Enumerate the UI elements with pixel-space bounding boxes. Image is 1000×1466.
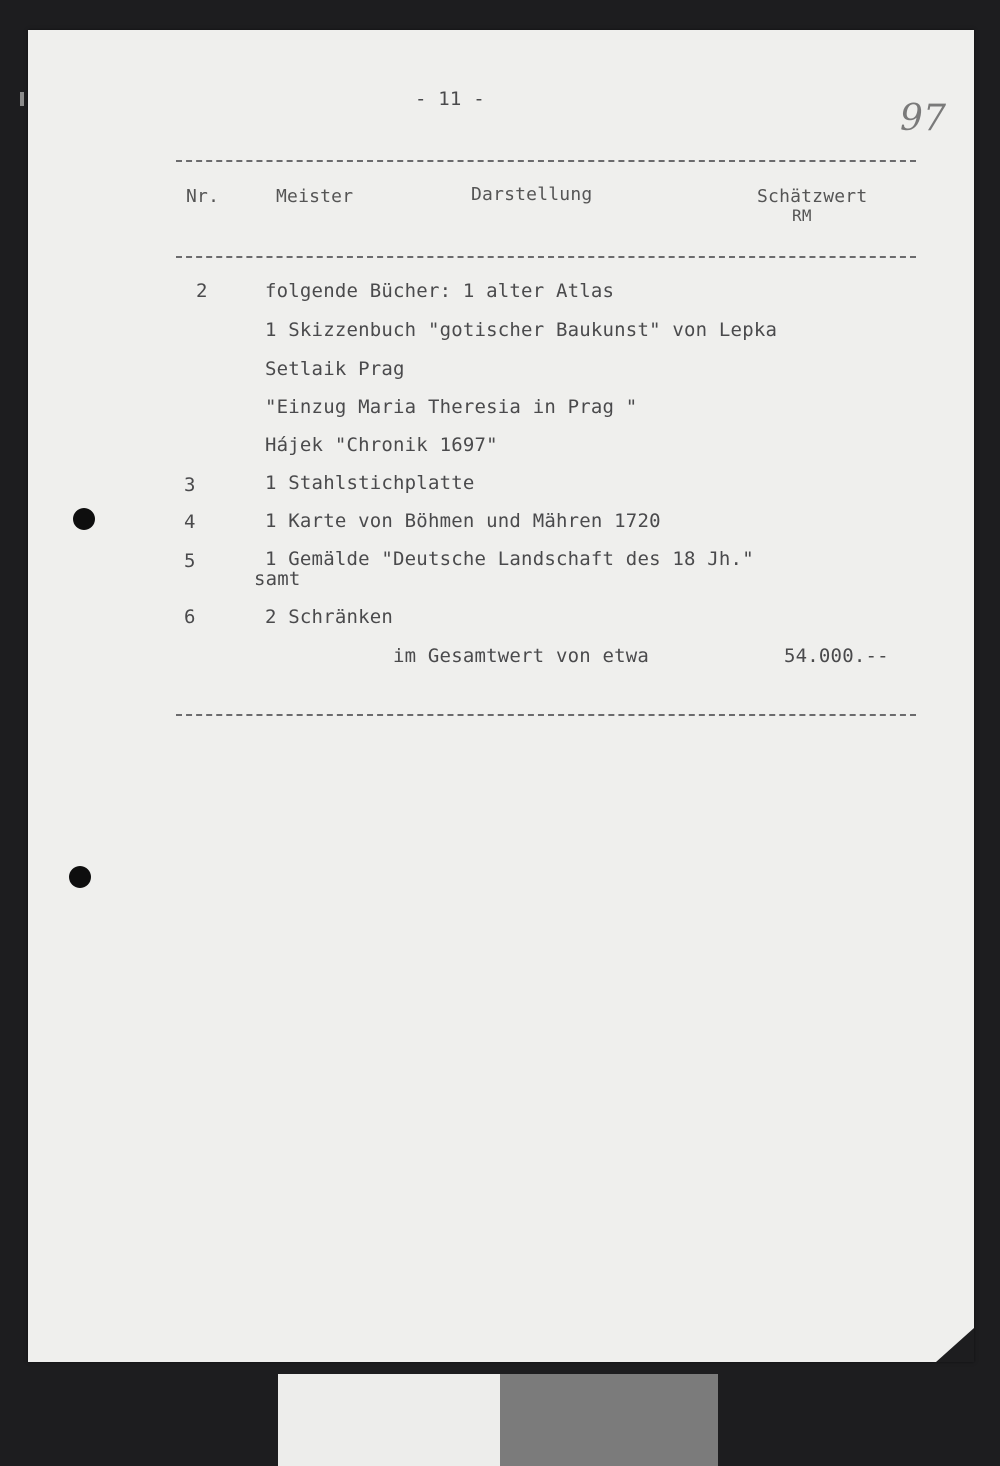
entry-line: 1 Gemälde "Deutsche Landschaft des 18 Jh." [265,548,754,570]
entry-line: 1 Karte von Böhmen und Mähren 1720 [265,510,661,532]
punch-hole [73,508,95,530]
entry-line: Setlaik Prag [265,358,405,380]
entry-line: samt [254,568,301,590]
entry-line: 2 Schränken [265,606,394,628]
entry-number: 3 [184,474,196,496]
entry-line: 1 Stahlstichplatte [265,472,475,494]
page-number: - 11 - [415,88,485,110]
entry-number: 6 [184,606,196,628]
header-bottom-rule [176,256,916,258]
punch-hole [69,866,91,888]
column-header-darstellung: Darstellung [471,184,593,205]
document-page [28,30,974,1362]
gray-patch [500,1374,718,1466]
entry-line: Hájek "Chronik 1697" [265,434,498,456]
total-label: im Gesamtwert von etwa [393,645,650,667]
column-header-currency: RM [792,206,812,225]
footer-rule [176,714,916,716]
entry-number: 4 [184,511,196,533]
column-header-meister: Meister [276,186,354,207]
folded-corner [936,1328,974,1362]
entry-line: folgende Bücher: 1 alter Atlas [265,280,615,302]
edge-mark [20,92,24,106]
entry-number: 5 [184,550,196,572]
entry-line: 1 Skizzenbuch "gotischer Baukunst" von Lepka [265,319,778,341]
white-patch [278,1374,500,1466]
color-target-strip [278,1374,718,1466]
entry-number: 2 [196,280,208,302]
total-value: 54.000.-- [784,645,889,667]
column-header-schaetzwert: Schätzwert [757,186,868,207]
entry-line: "Einzug Maria Theresia in Prag " [265,396,638,418]
header-top-rule [176,160,916,162]
handwritten-folio-number: 97 [900,98,947,139]
column-header-nr: Nr. [186,186,220,207]
